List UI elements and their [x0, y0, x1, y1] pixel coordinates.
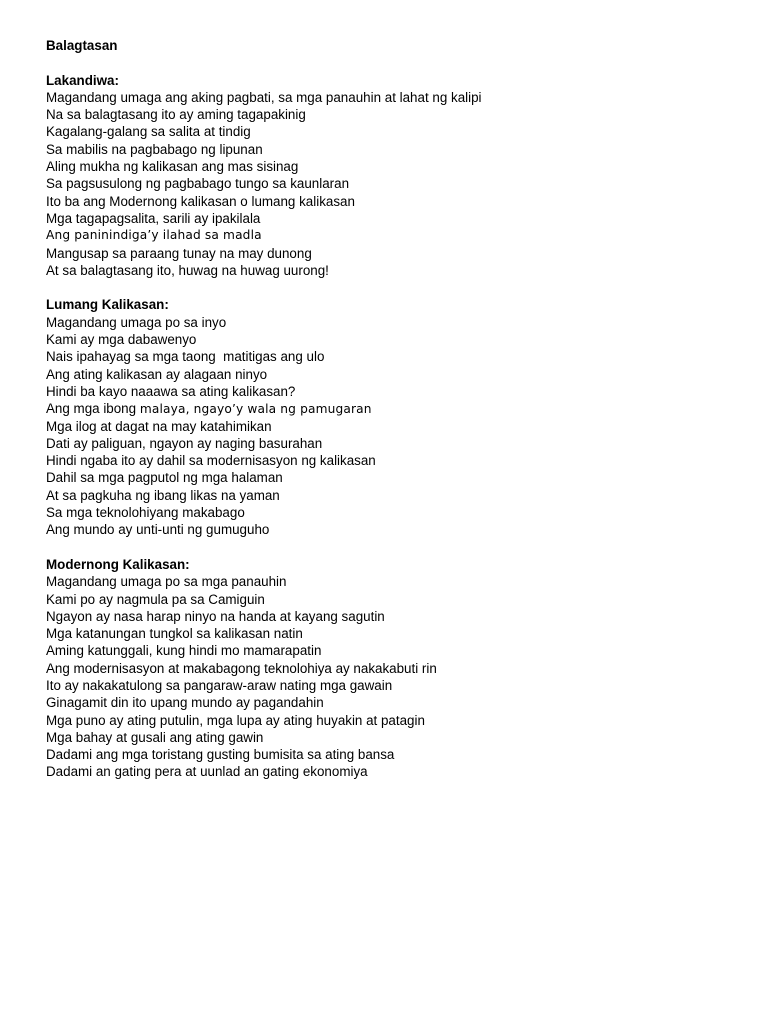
section-heading: Lumang Kalikasan:	[46, 297, 169, 313]
verse-line: Mga katanungan tungkol sa kalikasan natin	[46, 626, 303, 642]
verse-line-part: malaya, ngayo’y wala ng pamugaran	[139, 402, 372, 417]
verse-line: Sa mga teknolohiyang makabago	[46, 505, 245, 521]
verse-line	[46, 400, 746, 417]
section-heading: Modernong Kalikasan:	[46, 556, 190, 572]
section-lakandiwa	[46, 72, 746, 280]
section-modernong-kalikasan	[46, 556, 746, 781]
verse-line: Magandang umaga po sa inyo	[46, 314, 227, 330]
verse-line: Dadami an gating pera at uunlad an gating ekonomiya	[46, 764, 368, 780]
section-lumang-kalikasan	[46, 296, 746, 538]
verse-line: Sa pagsusulong ng pagbabago tungo sa kaunlaran	[46, 176, 350, 192]
document-page	[46, 37, 746, 781]
verse-line-part: Ang mga ibong	[46, 401, 140, 417]
verse-line: Ang ating kalikasan ay alagaan ninyo	[46, 366, 268, 382]
verse-line: Ito ay nakakatulong sa pangaraw-araw nating mga gawain	[46, 677, 393, 693]
verse-line: Mga tagapagsalita, sarili ay ipakilala	[46, 210, 261, 226]
verse-line: Nais ipahayag sa mga taong matitigas ang ulo	[46, 349, 325, 365]
verse-line: Ito ba ang Modernong kalikasan o lumang kalikasan	[46, 193, 355, 209]
verse-line: Aming katunggali, kung hindi mo mamarapatin	[46, 643, 322, 659]
verse-line: Kami ay mga dabawenyo	[46, 332, 197, 348]
verse-line: Magandang umaga ang aking pagbati, sa mga panauhin at lahat ng kalipi	[46, 89, 482, 105]
verse-line: Mga bahay at gusali ang ating gawin	[46, 729, 264, 745]
verse-line: Na sa balagtasang ito ay aming tagapakinig	[46, 107, 306, 123]
verse-line: Ang mundo ay unti-unti ng gumuguho	[46, 522, 270, 538]
verse-line: Ang paninindiga’y ilahad sa madla	[46, 228, 262, 243]
verse-line: Hindi ba kayo naaawa sa ating kalikasan?	[46, 383, 296, 399]
verse-line: At sa pagkuha ng ibang likas na yaman	[46, 487, 280, 503]
verse-line: Kami po ay nagmula pa sa Camiguin	[46, 591, 265, 607]
verse-line: Ang modernisasyon at makabagong teknolohiya ay nakakabuti rin	[46, 660, 437, 676]
verse-line: Mangusap sa paraang tunay na may dunong	[46, 245, 312, 261]
verse-line: Dati ay paliguan, ngayon ay naging basurahan	[46, 435, 323, 451]
section-heading: Lakandiwa:	[46, 72, 119, 88]
verse-line: Ngayon ay nasa harap ninyo na handa at kayang sagutin	[46, 608, 385, 624]
verse-line: At sa balagtasang ito, huwag na huwag uurong!	[46, 262, 329, 278]
verse-line: Hindi ngaba ito ay dahil sa modernisasyon ng kalikasan	[46, 453, 376, 469]
verse-line: Mga puno ay ating putulin, mga lupa ay ating huyakin at patagin	[46, 712, 425, 728]
verse-line: Sa mabilis na pagbabago ng lipunan	[46, 141, 263, 157]
verse-line: Dahil sa mga pagputol ng mga halaman	[46, 470, 283, 486]
verse-line: Aling mukha ng kalikasan ang mas sisinag	[46, 159, 299, 175]
verse-line: Dadami ang mga toristang gusting bumisita sa ating bansa	[46, 747, 395, 763]
verse-line: Magandang umaga po sa mga panauhin	[46, 574, 287, 590]
verse-line: Ginagamit din ito upang mundo ay pagandahin	[46, 695, 324, 711]
verse-line: Kagalang-galang sa salita at tindig	[46, 124, 251, 140]
verse-line: Mga ilog at dagat na may katahimikan	[46, 418, 272, 434]
document-title: Balagtasan	[46, 38, 118, 53]
